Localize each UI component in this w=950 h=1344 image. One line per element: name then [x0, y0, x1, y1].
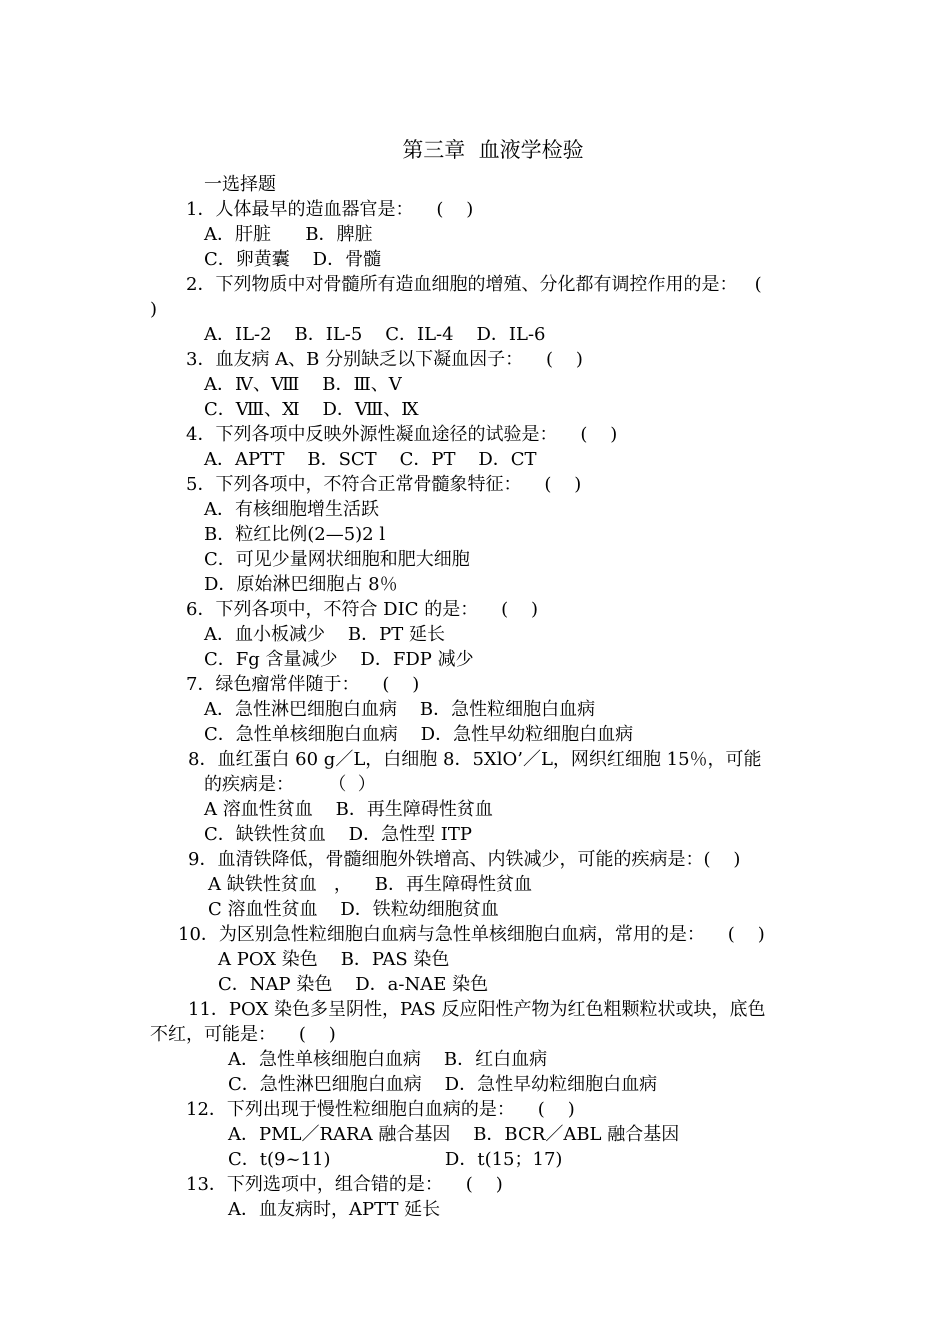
options-line: B．粒红比例(2—5)2 l [204, 524, 386, 545]
options-line: A 溶血性贫血 B．再生障碍性贫血 [204, 799, 493, 820]
question-11: 11．POX 染色多呈阴性，PAS 反应阳性产物为红色粗颗粒状或块，底色 [188, 999, 766, 1020]
question-8-continuation: 的疾病是： （ ） [204, 774, 376, 795]
options-line: C．Ⅷ、Ⅺ D．Ⅷ、Ⅸ [204, 399, 419, 420]
options-line: A POX 染色 B．PAS 染色 [218, 949, 450, 970]
options-line: A．肝脏 B．脾脏 [204, 224, 373, 245]
question-5: 5．下列各项中，不符合正常骨髓象特征： ( ) [186, 474, 582, 495]
options-line: A．APTT B．SCT C．PT D．CT [204, 449, 537, 470]
options-line: A．血小板减少 B．PT 延长 [204, 624, 445, 645]
options-line: C．NAP 染色 D．a-NAE 染色 [218, 974, 489, 995]
options-line: A．Ⅳ、Ⅷ B．Ⅲ、V [204, 374, 402, 395]
options-line: C．Fg 含量减少 D．FDP 减少 [204, 649, 474, 670]
options-line: A．PML／RARA 融合基因 B．BCR／ABL 融合基因 [228, 1124, 680, 1145]
page-title: 第三章 血液学检验 [402, 138, 584, 162]
options-line: A．血友病时，APTT 延长 [228, 1199, 441, 1220]
question-13: 13．下列选项中，组合错的是： ( ) [186, 1174, 503, 1195]
options-line: C．急性淋巴细胞白血病 D．急性早幼粒细胞白血病 [228, 1074, 658, 1095]
question-11-continuation: 不红，可能是： ( ) [150, 1024, 336, 1045]
options-line: C．可见少量网状细胞和肥大细胞 [204, 549, 470, 570]
question-10: 10．为区别急性粒细胞白血病与急性单核细胞白血病，常用的是： ( ) [178, 924, 765, 945]
options-line: A．IL-2 B．IL-5 C．IL-4 D．IL-6 [204, 324, 546, 345]
question-2: 2．下列物质中对骨髓所有造血细胞的增殖、分化都有调控作用的是： ( [186, 274, 762, 295]
options-line: C．卵黄囊 D．骨髓 [204, 249, 382, 270]
options-line: A．急性单核细胞白血病 B．红白血病 [228, 1049, 548, 1070]
question-8: 8．血红蛋白 60 g／L，白细胞 8．5XlO’／L，网织红细胞 15％，可能 [188, 749, 762, 770]
options-line: A．急性淋巴细胞白血病 B．急性粒细胞白血病 [204, 699, 596, 720]
question-9: 9．血清铁降低，骨髓细胞外铁增高、内铁减少，可能的疾病是：( ) [188, 849, 741, 870]
question-1: 1．人体最早的造血器官是： ( ) [186, 199, 474, 220]
options-line: A．有核细胞增生活跃 [204, 499, 379, 520]
question-12: 12．下列出现于慢性粒细胞白血病的是： ( ) [186, 1099, 575, 1120]
options-line: D．原始淋巴细胞占 8％ [204, 574, 398, 595]
section-heading: 一选择题 [204, 174, 276, 195]
options-line: C 溶血性贫血 D．铁粒幼细胞贫血 [208, 899, 499, 920]
question-4: 4．下列各项中反映外源性凝血途径的试验是： ( ) [186, 424, 618, 445]
options-line: C．急性单核细胞白血病 D．急性早幼粒细胞白血病 [204, 724, 634, 745]
question-7: 7．绿色瘤常伴随于： ( ) [186, 674, 420, 695]
options-line: C．t(9~11) D．t(15；17) [228, 1149, 563, 1170]
options-line: A 缺铁性贫血 ， B．再生障碍性贫血 [208, 874, 532, 895]
question-6: 6．下列各项中，不符合 DIC 的是： ( ) [186, 599, 539, 620]
question-2-continuation: ) [150, 299, 158, 320]
question-3: 3．血友病 A、B 分别缺乏以下凝血因子： ( ) [186, 349, 583, 370]
options-line: C．缺铁性贫血 D．急性型 ITP [204, 824, 473, 845]
